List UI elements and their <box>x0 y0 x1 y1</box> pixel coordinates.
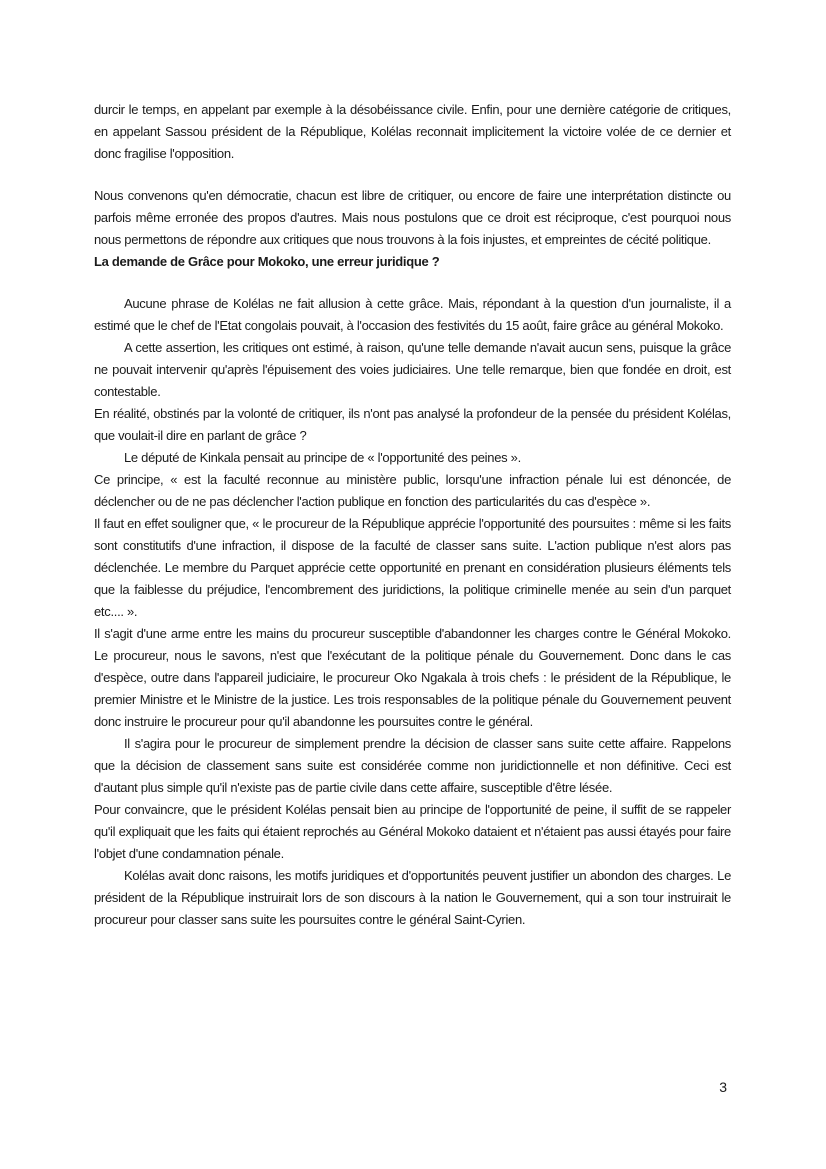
paragraph: Ce principe, « est la faculté reconnue au ministère public, lorsqu'une infraction pénale lui est dénoncée, de déclencher ou de ne pas déclencher l'action publique en fonction des particularités du cas d'espèce ». <box>94 472 731 509</box>
paragraph: Il faut en effet souligner que, « le procureur de la République apprécie l'opportunité des poursuites : même si les faits sont constitutifs d'une infraction, il dispose de la faculté de classer sans suite. L'action publique n'est alors pas déclenchée. Le membre du Parquet apprécie cette opportunité en prenant en considération plusieurs éléments tels que la faiblesse du préjudice, l'encombrement des juridictions, la politique criminelle menée au sein d'un parquet etc.... ». <box>94 516 731 619</box>
paragraph: Il s'agira pour le procureur de simplement prendre la décision de classer sans suite cette affaire. Rappelons que la décision de classement sans suite est considérée comme non juridictionnelle et non définitive. Ceci est d'autant plus simple qu'il n'existe pas de partie civile dans cette affaire, susceptible d'être lésée. <box>94 736 731 795</box>
page-number: 3 <box>719 1079 727 1095</box>
paragraph: A cette assertion, les critiques ont estimé, à raison, qu'une telle demande n'avait aucun sens, puisque la grâce ne pouvait intervenir qu'après l'épuisement des voies judiciaires. Une telle remarque, bien que fondée en droit, est contestable. <box>94 340 731 399</box>
section-heading: La demande de Grâce pour Mokoko, une erreur juridique ? <box>94 254 440 269</box>
paragraph: Nous convenons qu'en démocratie, chacun est libre de critiquer, ou encore de faire une interprétation distincte ou parfois même erronée des propos d'autres. Mais nous postulons que ce droit est réciproque, c'est pourquoi nous nous permettons de répondre aux critiques que nous trouvons à la fois injustes, et empreintes de cécité politique. <box>94 188 731 247</box>
paragraph: Aucune phrase de Kolélas ne fait allusion à cette grâce. Mais, répondant à la question d'un journaliste, il a estimé que le chef de l'Etat congolais pouvait, à l'occasion des festivités du 15 août, faire grâce au général Mokoko. <box>94 296 731 333</box>
paragraph: En réalité, obstinés par la volonté de critiquer, ils n'ont pas analysé la profondeur de la pensée du président Kolélas, que voulait-il dire en parlant de grâce ? <box>94 406 731 443</box>
paragraph: Le député de Kinkala pensait au principe de « l'opportunité des peines ». <box>124 450 521 465</box>
paragraph: durcir le temps, en appelant par exemple à la désobéissance civile. Enfin, pour une dernière catégorie de critiques, en appelant Sassou président de la République, Kolélas reconnait implicitement la victoire volée de ce dernier et donc fragilise l'opposition. <box>94 102 731 161</box>
paragraph: Pour convaincre, que le président Kolélas pensait bien au principe de l'opportunité de peine, il suffit de se rappeler qu'il expliquait que les faits qui étaient reprochés au Général Mokoko dataient et n'étaient pas aussi étayés pour faire l'objet d'une condamnation pénale. <box>94 802 731 861</box>
paragraph: Kolélas avait donc raisons, les motifs juridiques et d'opportunités peuvent justifier un abondon des charges. Le président de la République instruirait lors de son discours à la nation le Gouvernement, qui a son tour instruirait le procureur pour classer sans suite les poursuites contre le général Saint-Cyrien. <box>94 868 731 927</box>
paragraph: Il s'agit d'une arme entre les mains du procureur susceptible d'abandonner les charges contre le Général Mokoko. Le procureur, nous le savons, n'est que l'exécutant de la politique pénale du Gouvernement. Donc dans le cas d'espèce, outre dans l'appareil judiciaire, le procureur Oko Ngakala à trois chefs : le président de la République, le premier Ministre et le Ministre de la justice. Les trois responsables de la politique pénale du Gouvernement peuvent donc instruire le procureur pour qu'il abandonne les poursuites contre le général. <box>94 626 731 729</box>
